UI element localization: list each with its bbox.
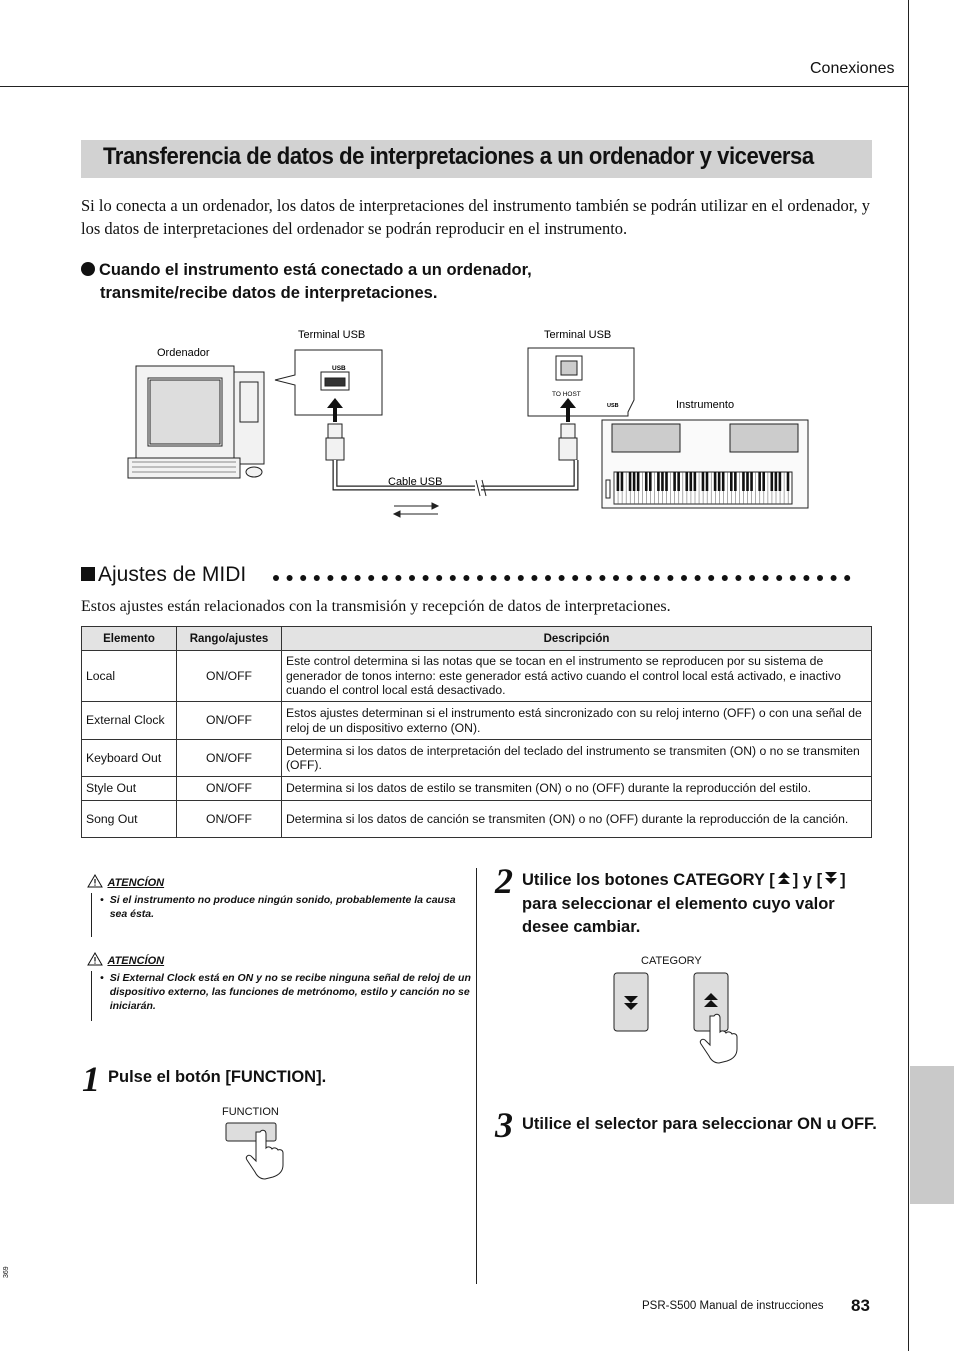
caution-box: ATENCÍON • Si el instrumento no produce ningún sonido, probablemente la causa sea ésta. bbox=[91, 873, 471, 937]
table-row bbox=[82, 651, 872, 702]
usb-terminal-callout-left bbox=[275, 350, 382, 415]
column-header: Elemento bbox=[82, 627, 177, 651]
usb-cable bbox=[335, 460, 576, 488]
header-rule bbox=[0, 86, 909, 87]
dotted-leader bbox=[272, 570, 862, 584]
item-cell: Local bbox=[82, 651, 177, 702]
terminal-label-left: Terminal USB bbox=[298, 329, 366, 341]
category-down-icon bbox=[822, 869, 840, 893]
category-up-icon bbox=[775, 869, 793, 893]
midi-settings-table bbox=[81, 626, 872, 838]
item-cell: External Clock bbox=[82, 702, 177, 740]
section-tab bbox=[910, 1066, 954, 1204]
range-cell: ON/OFF bbox=[177, 702, 282, 740]
square-bullet-icon bbox=[81, 567, 95, 581]
range-cell: ON/OFF bbox=[177, 777, 282, 801]
warning-icon bbox=[87, 952, 103, 966]
step-text: Utilice los botones CATEGORY [ ] y [ ] para seleccionar el elemento cuyo valor desee cambiar. bbox=[522, 871, 846, 936]
column-header: Descripción bbox=[282, 627, 872, 651]
caution-box: ATENCÍON • Si External Clock está en ON y no se recibe ninguna señal de reloj de un dispositivo externo, las funciones de metrónomo, estilo y canción no se iniciarán. bbox=[91, 951, 471, 1021]
caution-text: Si External Clock está en ON y no se recibe ninguna señal de reloj de un dispositivo externo, las funciones de metrónomo, estilo y canción no se iniciarán. bbox=[109, 972, 471, 1012]
page-title: Transferencia de datos de interpretaciones a un ordenador y viceversa bbox=[103, 143, 814, 170]
category-buttons bbox=[610, 968, 760, 1068]
bullet-heading: Cuando el instrumento está conectado a un ordenador, transmite/recibe datos de interpretaciones. bbox=[81, 259, 532, 305]
step-number: 1 bbox=[82, 1059, 100, 1099]
usb-port-label: USB bbox=[332, 365, 346, 372]
midi-intro: Estos ajustes están relacionados con la transmisión y recepción de datos de interpretaciones. bbox=[81, 598, 671, 615]
bullet-dot-icon bbox=[81, 262, 95, 276]
page-code: 369 bbox=[3, 1266, 10, 1278]
description-cell: Este control determina si las notas que se tocan en el instrumento se reproducen por su sistema de generador de tonos interno: este generador está activo cuando el control local está activado, e inactivo cuando el control local está desactivado. bbox=[282, 651, 872, 702]
midi-heading: Ajustes de MIDI bbox=[81, 563, 246, 587]
page-right-rule bbox=[908, 0, 909, 1351]
cable-label: Cable USB bbox=[388, 476, 443, 488]
computer-icon bbox=[128, 366, 264, 478]
usb-connection-diagram bbox=[120, 320, 820, 530]
step-text: Utilice el selector para seleccionar ON u OFF. bbox=[522, 1115, 877, 1133]
function-button bbox=[220, 1118, 310, 1180]
description-cell: Determina si los datos de canción se transmiten (ON) o no (OFF) durante la reproducción de la canción. bbox=[282, 801, 872, 838]
column-header: Rango/ajustes bbox=[177, 627, 282, 651]
page-number: 83 bbox=[851, 1296, 870, 1315]
caution-text: Si el instrumento no produce ningún sonido, probablemente la causa sea ésta. bbox=[109, 894, 456, 920]
step-number: 2 bbox=[495, 861, 513, 901]
function-button-label: FUNCTION bbox=[222, 1106, 279, 1118]
item-cell: Keyboard Out bbox=[82, 740, 177, 777]
computer-label: Ordenador bbox=[157, 347, 210, 359]
description-cell: Determina si los datos de interpretación del teclado del instrumento se transmiten (ON) o no se transmiten (OFF). bbox=[282, 740, 872, 777]
step-text: Pulse el botón [FUNCTION]. bbox=[108, 1068, 327, 1086]
section-title: Conexiones bbox=[810, 60, 895, 77]
table-row bbox=[82, 702, 872, 740]
step-number: 3 bbox=[495, 1105, 513, 1145]
description-cell: Estos ajustes determinan si el instrumento está sincronizado con su reloj interno (OFF) o con una señal de reloj de un dispositivo externo (ON). bbox=[282, 702, 872, 740]
keyboard-instrument-icon bbox=[602, 420, 808, 508]
instrument-label: Instrumento bbox=[676, 399, 735, 411]
item-cell: Song Out bbox=[82, 801, 177, 838]
transfer-arrows-icon bbox=[394, 503, 438, 517]
range-cell: ON/OFF bbox=[177, 651, 282, 702]
table-row bbox=[82, 801, 872, 838]
item-cell: Style Out bbox=[82, 777, 177, 801]
table-row bbox=[82, 740, 872, 777]
range-cell: ON/OFF bbox=[177, 801, 282, 838]
usb-plug-icon bbox=[326, 424, 577, 460]
description-cell: Determina si los datos de estilo se transmiten (ON) o no (OFF) durante la reproducción del estilo. bbox=[282, 777, 872, 801]
to-host-label: TO HOST bbox=[552, 391, 581, 398]
intro-paragraph: Si lo conecta a un ordenador, los datos de interpretaciones del instrumento también se podrán utilizar en el ordenador, y los datos de interpretaciones del ordenador se podrán reproducir en el instrumento. bbox=[81, 196, 871, 238]
table-row bbox=[82, 777, 872, 801]
range-cell: ON/OFF bbox=[177, 740, 282, 777]
column-divider bbox=[476, 868, 477, 1284]
table-header-row bbox=[82, 627, 872, 651]
usb-small-label: USB bbox=[607, 403, 619, 409]
warning-icon bbox=[87, 874, 103, 888]
category-button-label: CATEGORY bbox=[641, 955, 702, 967]
manual-name: PSR-S500 Manual de instrucciones bbox=[642, 1300, 824, 1312]
terminal-label-right: Terminal USB bbox=[544, 329, 612, 341]
